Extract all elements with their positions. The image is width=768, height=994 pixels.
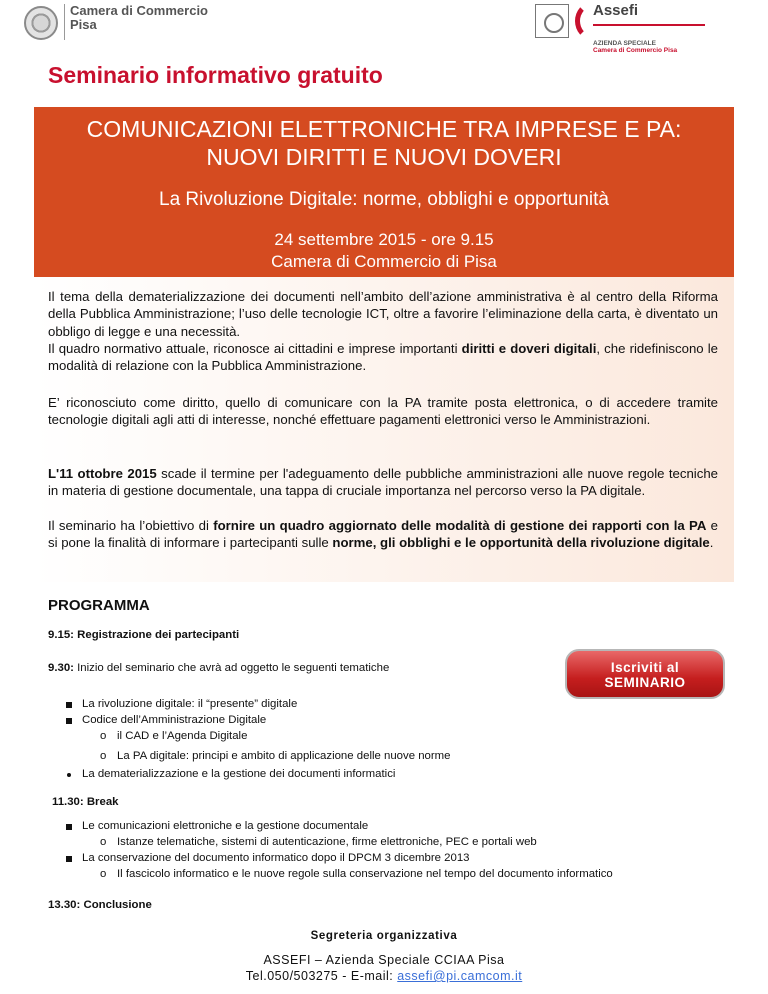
register-line2: SEMINARIO <box>604 675 686 690</box>
program-item-5: La conservazione del documento informatico dopo il DPCM 3 dicembre 2013 <box>82 852 470 864</box>
logo-line1: Camera di Commercio <box>70 3 208 18</box>
bullet-circle-icon: o <box>100 868 107 880</box>
program-t4: 13.30: Conclusione <box>48 899 152 911</box>
banner-title-line1: COMUNICAZIONI ELETTRONICHE TRA IMPRESE E PA: <box>86 116 682 142</box>
intro-p4-mid: e si pone la finalità di informare i partecipanti sulle <box>48 518 719 551</box>
program-item-1: La rivoluzione digitale: il “presente” digitale <box>82 698 298 710</box>
assefi-sub2: Camera di Commercio Pisa <box>593 47 678 54</box>
intro-paragraph-2: E’ riconosciuto come diritto, quello di comunicare con la PA tramite posta elettronica, o di accedere tramite tecnologie digitali agli atti di interesse, nonché effettuare pagamenti elettronici verso le Amministrazioni. <box>48 395 718 428</box>
footer-line2 <box>0 969 768 983</box>
footer-email-link[interactable]: assefi@pi.camcom.it <box>397 969 523 983</box>
program-item-2: Codice dell’Amministrazione Digitale <box>82 714 267 726</box>
program-title: PROGRAMMA <box>48 597 150 614</box>
intro-p1a: Il tema della dematerializzazione dei documenti nell’ambito dell’azione amministrativa è al centro della Riforma della Pubblica Amministrazione; l’uso delle tecnologie ICT, oltre a favorire l’eliminazione della carta, è diventato un obbligo di legge e una necessità. <box>48 289 718 339</box>
program-item-2b: La PA digitale: principi e ambito di applicazione delle nuove norme <box>117 750 451 762</box>
intro-p3-post: scade il termine per l'adeguamento delle pubbliche amministrazioni alle nuove regole tecniche in materia di gestione documentale, una tappa di cruciale importanza nel percorso verso la PA digitale. <box>48 466 718 499</box>
program-t3: 11.30: Break <box>52 796 119 808</box>
program-item-2a: il CAD e l’Agenda Digitale <box>117 730 248 742</box>
register-line1: Iscriviti al <box>610 660 680 675</box>
program-t1: 9.15: Registrazione dei partecipanti <box>48 629 240 641</box>
intro-p4-post: . <box>709 535 714 551</box>
program-item-4: Le comunicazioni elettroniche e la gestione documentale <box>82 820 369 832</box>
title-banner <box>34 107 734 277</box>
intro-p1b-bold: diritti e doveri digitali <box>461 340 597 356</box>
program-item-4a: Istanze telematiche, sistemi di autenticazione, firme elettroniche, PEC e portali web <box>117 836 537 848</box>
seal-icon <box>24 6 58 40</box>
footer-line1: ASSEFI – Azienda Speciale CCIAA Pisa <box>263 953 505 967</box>
banner-title <box>34 107 734 171</box>
bullet-square-icon <box>66 718 72 724</box>
bullet-circle-icon: o <box>100 836 107 848</box>
intro-paragraph-4 <box>48 517 718 552</box>
intro-box <box>34 277 734 582</box>
intro-p1b-post: , che ridefiniscono le modalità di relazione con la Pubblica Amministrazione. <box>48 340 718 374</box>
assefi-brand: Assefi <box>593 2 639 19</box>
program-time-1 <box>48 628 239 642</box>
logo-text <box>70 4 208 32</box>
bullet-dot-icon <box>67 773 71 777</box>
program-t2-time: 9.30: <box>48 662 74 674</box>
assefi-sub1: AZIENDA SPECIALE <box>593 40 656 47</box>
bullet-square-icon <box>66 702 72 708</box>
banner-place: Camera di Commercio di Pisa <box>271 252 497 271</box>
footer-phone: Tel.050/503275 - E-mail: <box>245 969 398 983</box>
program-time-2 <box>48 661 389 675</box>
banner-title-line2: NUOVI DIRITTI E NUOVI DOVERI <box>206 144 562 170</box>
banner-subtitle: La Rivoluzione Digitale: norme, obblighi e opportunità <box>159 189 609 210</box>
assefi-logo <box>535 2 705 64</box>
banner-date: 24 settembre 2015 - ore 9.15 <box>274 230 494 249</box>
register-button[interactable] <box>565 649 725 699</box>
seminar-label: Seminario informativo gratuito <box>48 62 383 88</box>
intro-paragraph-1 <box>48 288 718 374</box>
logo-divider <box>64 4 65 40</box>
banner-date-place <box>34 229 734 273</box>
program-item-5a: Il fascicolo informatico e le nuove regole sulla conservazione nel tempo del documento informatico <box>117 868 613 880</box>
logo-line2: Pisa <box>70 17 97 32</box>
bullet-circle-icon: o <box>100 730 107 742</box>
intro-p3-bold: L'11 ottobre 2015 <box>48 466 157 481</box>
intro-p4-bold2: norme, gli obblighi e le opportunità della rivoluzione digitale <box>332 535 710 551</box>
camera-commercio-logo <box>20 2 240 42</box>
bullet-square-icon <box>66 824 72 830</box>
assefi-underline <box>593 24 705 26</box>
program-item-3: La dematerializzazione e la gestione dei documenti informatici <box>82 768 396 780</box>
intro-p1b-pre: Il quadro normativo attuale, riconosce ai cittadini e imprese importanti <box>48 340 462 356</box>
program-time-3 <box>52 795 119 809</box>
bullet-square-icon <box>66 856 72 862</box>
footer-title: Segreteria organizzativa <box>310 930 458 942</box>
program-t2-text: Inizio del seminario che avrà ad oggetto le seguenti tematiche <box>73 662 390 674</box>
assefi-mark-icon <box>535 4 569 38</box>
intro-paragraph-3 <box>48 465 718 500</box>
intro-p4-bold1: fornire un quadro aggiornato delle modalità di gestione dei rapporti con la PA <box>213 518 707 533</box>
program-time-4 <box>48 898 152 912</box>
intro-p4-pre: Il seminario ha l’obiettivo di <box>48 518 214 533</box>
bullet-circle-icon: o <box>100 750 107 762</box>
